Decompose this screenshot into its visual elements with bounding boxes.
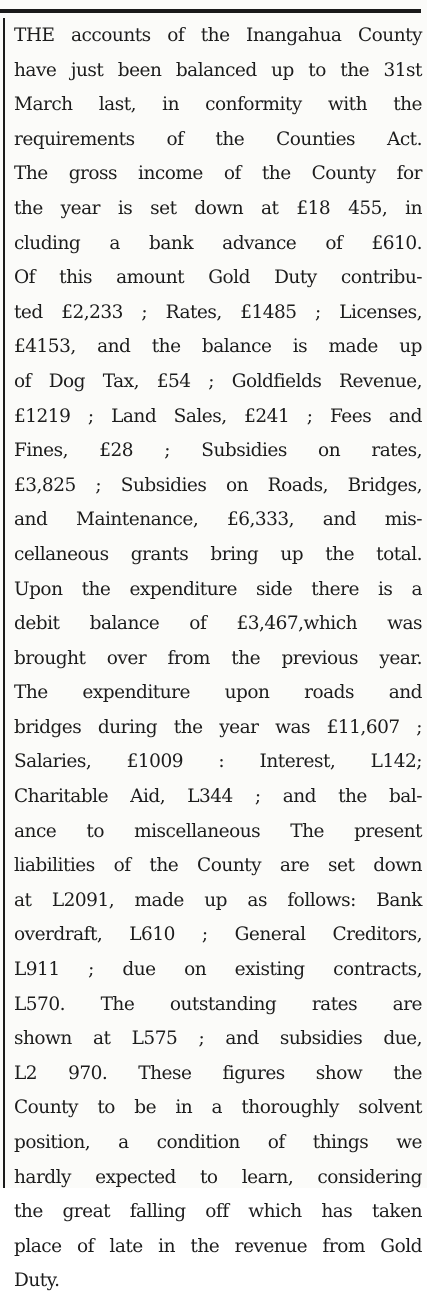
article-line: Charitable Aid, L344 ; and the bal- <box>14 786 422 808</box>
article-line: hardly expected to learn, considering <box>14 1166 422 1188</box>
article-line: cluding a bank advance of £610. <box>14 232 422 254</box>
article-line: shown at L575 ; and subsidies due, <box>14 1028 422 1050</box>
article-line: THE accounts of the Inangahua County <box>14 25 422 46</box>
article-line: ance to miscellaneous The present <box>14 820 422 842</box>
article-line: at L2091, made up as follows: Bank <box>14 889 422 911</box>
article-line: the great falling off which has taken <box>14 1201 422 1223</box>
article-line: ted £2,233 ; Rates, £1485 ; Licenses, <box>14 301 422 323</box>
article-line: position, a condition of things we <box>14 1132 422 1153</box>
article-line: £4153, and the balance is made up <box>14 336 422 358</box>
article-line: March last, in conformity with the <box>14 94 422 116</box>
article-line: £1219 ; Land Sales, £241 ; Fees and <box>14 405 422 427</box>
article-line: bridges during the year was £11,607 ; <box>14 716 422 738</box>
article-line: and Maintenance, £6,333, and mis- <box>14 509 422 531</box>
article-line: place of late in the revenue from Gold <box>14 1235 422 1257</box>
article-line: County to be in a thoroughly solvent <box>14 1097 422 1119</box>
column-border <box>3 18 5 1188</box>
article-line: £3,825 ; Subsidies on Roads, Bridges, <box>14 474 422 496</box>
article-line: have just been balanced up to the 31st <box>14 59 422 81</box>
article-line: Of this amount Gold Duty contribu- <box>14 267 422 289</box>
article-line: L911 ; due on existing contracts, <box>14 959 422 981</box>
article-line: L570. The outstanding rates are <box>14 993 422 1015</box>
article-line: liabilities of the County are set down <box>14 855 422 877</box>
article-body <box>14 19 422 1299</box>
article-line: Salaries, £1009 : Interest, L142; <box>14 751 422 773</box>
top-rule <box>0 9 421 13</box>
article-line: Fines, £28 ; Subsidies on rates, <box>14 440 422 462</box>
article-line: debit balance of £3,467,which was <box>14 613 422 635</box>
article-line: The expenditure upon roads and <box>14 682 422 704</box>
article-line: requirements of the Counties Act. <box>14 128 422 150</box>
article-line: Duty. <box>14 1270 60 1292</box>
article-line: L2 970. These figures show the <box>14 1062 422 1084</box>
article-line: of Dog Tax, £54 ; Goldfields Revenue, <box>14 370 422 392</box>
article-line: brought over from the previous year. <box>14 647 422 669</box>
article-line: The gross income of the County for <box>14 163 422 185</box>
article-line: cellaneous grants bring up the total. <box>14 543 422 565</box>
article-line: Upon the expenditure side there is a <box>14 578 422 600</box>
article-line: overdraft, L610 ; General Creditors, <box>14 924 422 946</box>
article-line: the year is set down at £18 455, in <box>14 197 422 219</box>
